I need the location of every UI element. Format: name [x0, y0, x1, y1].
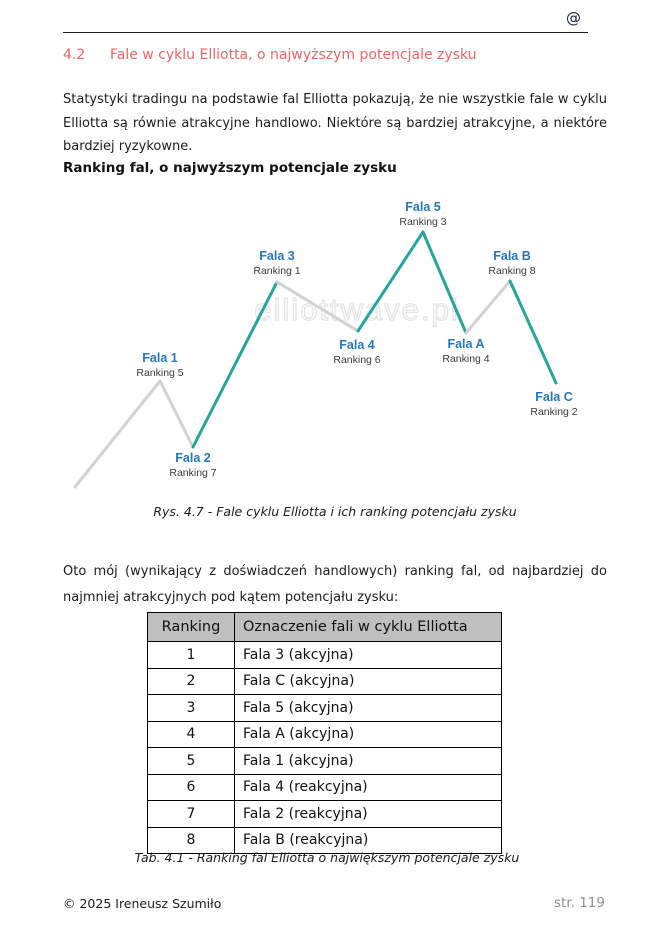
table-cell-wave: Fala 5 (akcyjna) — [235, 695, 502, 722]
wave-ranking: Ranking 3 — [399, 216, 447, 228]
wave-label-fala-5 — [399, 199, 446, 229]
table-row — [148, 774, 502, 801]
header-rule — [63, 32, 588, 33]
section-title: Fale w cyklu Elliotta, o najwyższym potencjale zysku — [110, 47, 477, 63]
wave-labels-layer — [0, 190, 652, 502]
table-cell-ranking: 6 — [148, 774, 235, 801]
ranking-subheading: Ranking fal, o najwyższym potencjale zysku — [63, 160, 397, 176]
wave-label-fala-3 — [253, 248, 300, 278]
wave-name: Fala 2 — [175, 451, 211, 465]
table-header-wave: Oznaczenie fali w cyklu Elliotta — [235, 613, 502, 642]
wave-name: Fala 3 — [259, 249, 295, 263]
table-cell-wave: Fala 2 (reakcyjna) — [235, 801, 502, 828]
wave-ranking: Ranking 8 — [488, 265, 536, 277]
wave-name: Fala B — [493, 249, 531, 263]
table-row — [148, 721, 502, 748]
wave-label-fala-c — [530, 389, 577, 419]
table-row — [148, 748, 502, 775]
wave-name: Fala A — [447, 337, 485, 351]
table-row — [148, 642, 502, 669]
table-caption: Tab. 4.1 - Ranking fal Elliotta o największym potencjale zysku — [134, 850, 520, 865]
wave-name: Fala 1 — [142, 351, 178, 365]
table-cell-ranking: 4 — [148, 721, 235, 748]
footer-page-number: str. 119 — [554, 895, 605, 911]
wave-label-fala-4 — [333, 337, 380, 367]
elliott-wave-figure — [0, 190, 652, 502]
table-row — [148, 695, 502, 722]
wave-ranking: Ranking 6 — [333, 354, 381, 366]
watermark-text: elliottwave.pl — [254, 292, 460, 327]
figure-caption: Rys. 4.7 - Fale cyklu Elliotta i ich ranking potencjału zysku — [153, 504, 517, 519]
table-header-ranking: Ranking — [148, 613, 235, 642]
wave-ranking: Ranking 4 — [442, 353, 490, 365]
wave-label-fala-b — [488, 248, 535, 278]
table-cell-ranking: 7 — [148, 801, 235, 828]
table-cell-wave: Fala 3 (akcyjna) — [235, 642, 502, 669]
table-header-row — [148, 613, 502, 642]
wave-name: Fala C — [535, 390, 573, 404]
wave-ranking: Ranking 5 — [136, 367, 184, 379]
section-number: 4.2 — [63, 47, 86, 63]
section-heading — [63, 47, 607, 63]
table-row — [148, 668, 502, 695]
wave-name: Fala 4 — [339, 338, 375, 352]
ranking-table — [147, 612, 502, 854]
table-cell-ranking: 8 — [148, 827, 235, 854]
table-cell-wave: Fala A (akcyjna) — [235, 721, 502, 748]
table-cell-ranking: 1 — [148, 642, 235, 669]
table-cell-ranking: 2 — [148, 668, 235, 695]
table-cell-wave: Fala C (akcyjna) — [235, 668, 502, 695]
table-cell-wave: Fala 1 (akcyjna) — [235, 748, 502, 775]
wave-label-fala-a — [442, 336, 489, 366]
paragraph-intro: Statystyki tradingu na podstawie fal Elliotta pokazują, że nie wszystkie fale w cyklu Elliotta są równie atrakcyjne handlowo. Niektóre są bardziej atrakcyjne, a niektóre bardziej ryzykowne. — [63, 92, 607, 155]
wave-name: Fala 5 — [405, 200, 441, 214]
wave-label-fala-1 — [136, 350, 183, 380]
table-cell-wave: Fala B (reakcyjna) — [235, 827, 502, 854]
table-row — [148, 801, 502, 828]
footer-copyright: © 2025 Ireneusz Szumiło — [63, 896, 222, 911]
table-cell-ranking: 3 — [148, 695, 235, 722]
wave-ranking: Ranking 2 — [530, 406, 578, 418]
email-at-link[interactable]: @ — [566, 9, 581, 27]
table-cell-wave: Fala 4 (reakcyjna) — [235, 774, 502, 801]
paragraph-ranking-intro: Oto mój (wynikający z doświadczeń handlowych) ranking fal, od najbardziej do najmniej atrakcyjnych pod kątem potencjału zysku: — [63, 564, 607, 605]
wave-ranking: Ranking 7 — [169, 467, 217, 479]
table-body — [148, 642, 502, 854]
wave-label-fala-2 — [169, 450, 216, 480]
wave-ranking: Ranking 1 — [253, 265, 301, 277]
table-cell-ranking: 5 — [148, 748, 235, 775]
